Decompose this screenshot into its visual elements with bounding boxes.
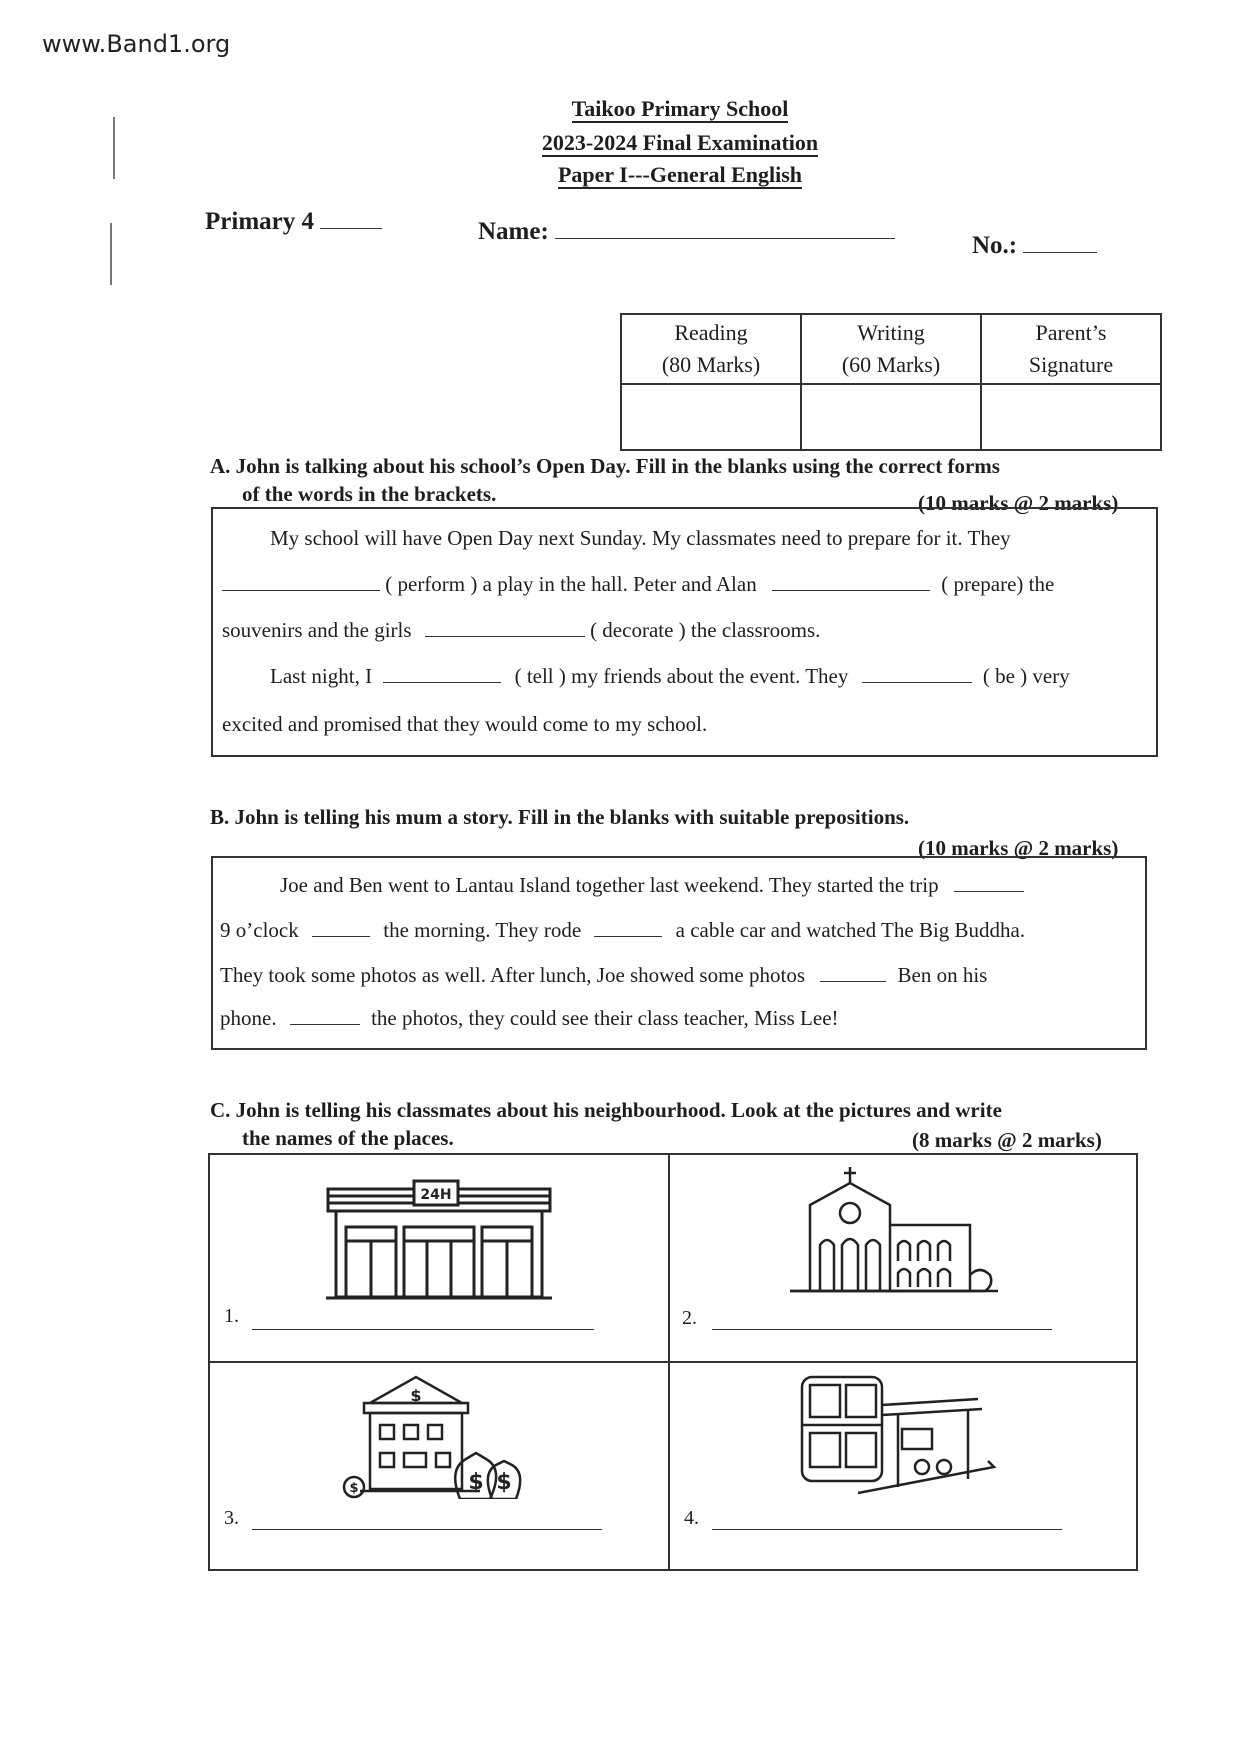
svg-text:$: $ [468, 1470, 484, 1495]
answer-blank[interactable] [820, 963, 886, 982]
answer-blank[interactable] [312, 918, 370, 937]
marks-table [620, 313, 1162, 451]
section-a-line-1: My school will have Open Day next Sunday. My classmates need to prepare for it. They [270, 526, 1011, 550]
answer-line[interactable] [712, 1529, 1062, 1530]
margin-line [110, 223, 112, 285]
picture-cell-4 [670, 1363, 1136, 1569]
exam-title: 2023-2024 Final Examination [541, 130, 819, 155]
answer-blank[interactable] [222, 572, 380, 591]
writing-score-cell[interactable] [801, 384, 981, 450]
section-a-marks: (10 marks @ 2 marks) [918, 491, 1119, 515]
answer-line[interactable] [252, 1529, 602, 1530]
number-field [972, 232, 1097, 260]
answer-line[interactable] [252, 1329, 594, 1330]
answer-blank[interactable] [425, 618, 585, 637]
name-label: Name: [478, 218, 549, 245]
name-blank[interactable] [555, 220, 895, 239]
section-b-line-3: They took some photos as well. After lunch, Joe showed some photos Ben on his [220, 963, 988, 987]
answer-blank[interactable] [954, 873, 1024, 892]
picture-cell-2 [670, 1155, 1136, 1361]
svg-text:$: $ [349, 1481, 359, 1496]
section-a-heading: A. John is talking about his school’s Open Day. Fill in the blanks using the correct forms of the words in the brackets. [210, 454, 1000, 506]
item-number: 2. [682, 1307, 697, 1329]
item-number: 1. [224, 1305, 239, 1327]
picture-cell-3 [210, 1363, 668, 1569]
svg-text:$: $ [410, 1386, 422, 1405]
section-b-line-1: Joe and Ben went to Lantau Island together last weekend. They started the trip [280, 873, 1024, 898]
answer-blank[interactable] [290, 1006, 360, 1025]
reading-score-cell[interactable] [621, 384, 801, 450]
store-sign-text: 24H [420, 1187, 452, 1203]
section-a-line-5: excited and promised that they would come to my school. [222, 712, 708, 736]
section-b-line-2: 9 o’clock the morning. They rode a cable car and watched The Big Buddha. [220, 918, 1026, 942]
section-b-heading: B. John is telling his mum a story. Fill in the blanks with suitable prepositions. [210, 805, 910, 829]
answer-line[interactable] [712, 1329, 1052, 1330]
svg-text:$: $ [496, 1470, 512, 1495]
site-watermark: www.Band1.org [42, 30, 231, 58]
answer-blank[interactable] [862, 664, 972, 683]
number-label: No.: [972, 232, 1018, 259]
number-blank[interactable] [1023, 234, 1097, 253]
convenience-store-icon [326, 1175, 552, 1301]
item-number: 4. [684, 1507, 699, 1529]
church-icon [780, 1165, 1000, 1295]
section-b-marks: (10 marks @ 2 marks) [918, 836, 1119, 860]
signature-cell[interactable] [981, 384, 1161, 450]
section-b-line-4: phone. the photos, they could see their class teacher, Miss Lee! [220, 1006, 839, 1030]
section-a-line-3: souvenirs and the girls ( decorate ) the classrooms. [222, 618, 821, 642]
answer-blank[interactable] [383, 664, 501, 683]
section-a-line-2: ( perform ) a play in the hall. Peter and Alan ( prepare) the [222, 572, 1054, 597]
bank-icon [340, 1373, 530, 1499]
section-c-heading: C. John is telling his classmates about his neighbourhood. Look at the pictures and write the names of the places. [210, 1098, 1002, 1150]
section-a-line-4: Last night, I ( tell ) my friends about the event. They ( be ) very [270, 664, 1070, 688]
paper-title: Paper I---General English [557, 162, 803, 187]
signature-header: Parent’s Signature [981, 314, 1161, 384]
class-blank[interactable] [320, 210, 382, 229]
writing-header: Writing (60 Marks) [801, 314, 981, 384]
section-c-marks: (8 marks @ 2 marks) [912, 1128, 1102, 1152]
reading-header: Reading (80 Marks) [621, 314, 801, 384]
bus-stop-icon [798, 1369, 998, 1495]
name-field [478, 218, 895, 246]
picture-grid [208, 1153, 1138, 1571]
class-label: Primary 4 [205, 208, 314, 235]
answer-blank[interactable] [772, 572, 930, 591]
class-field [205, 208, 382, 236]
answer-blank[interactable] [594, 918, 662, 937]
school-name: Taikoo Primary School [571, 96, 789, 121]
picture-cell-1 [210, 1155, 668, 1361]
item-number: 3. [224, 1507, 239, 1529]
